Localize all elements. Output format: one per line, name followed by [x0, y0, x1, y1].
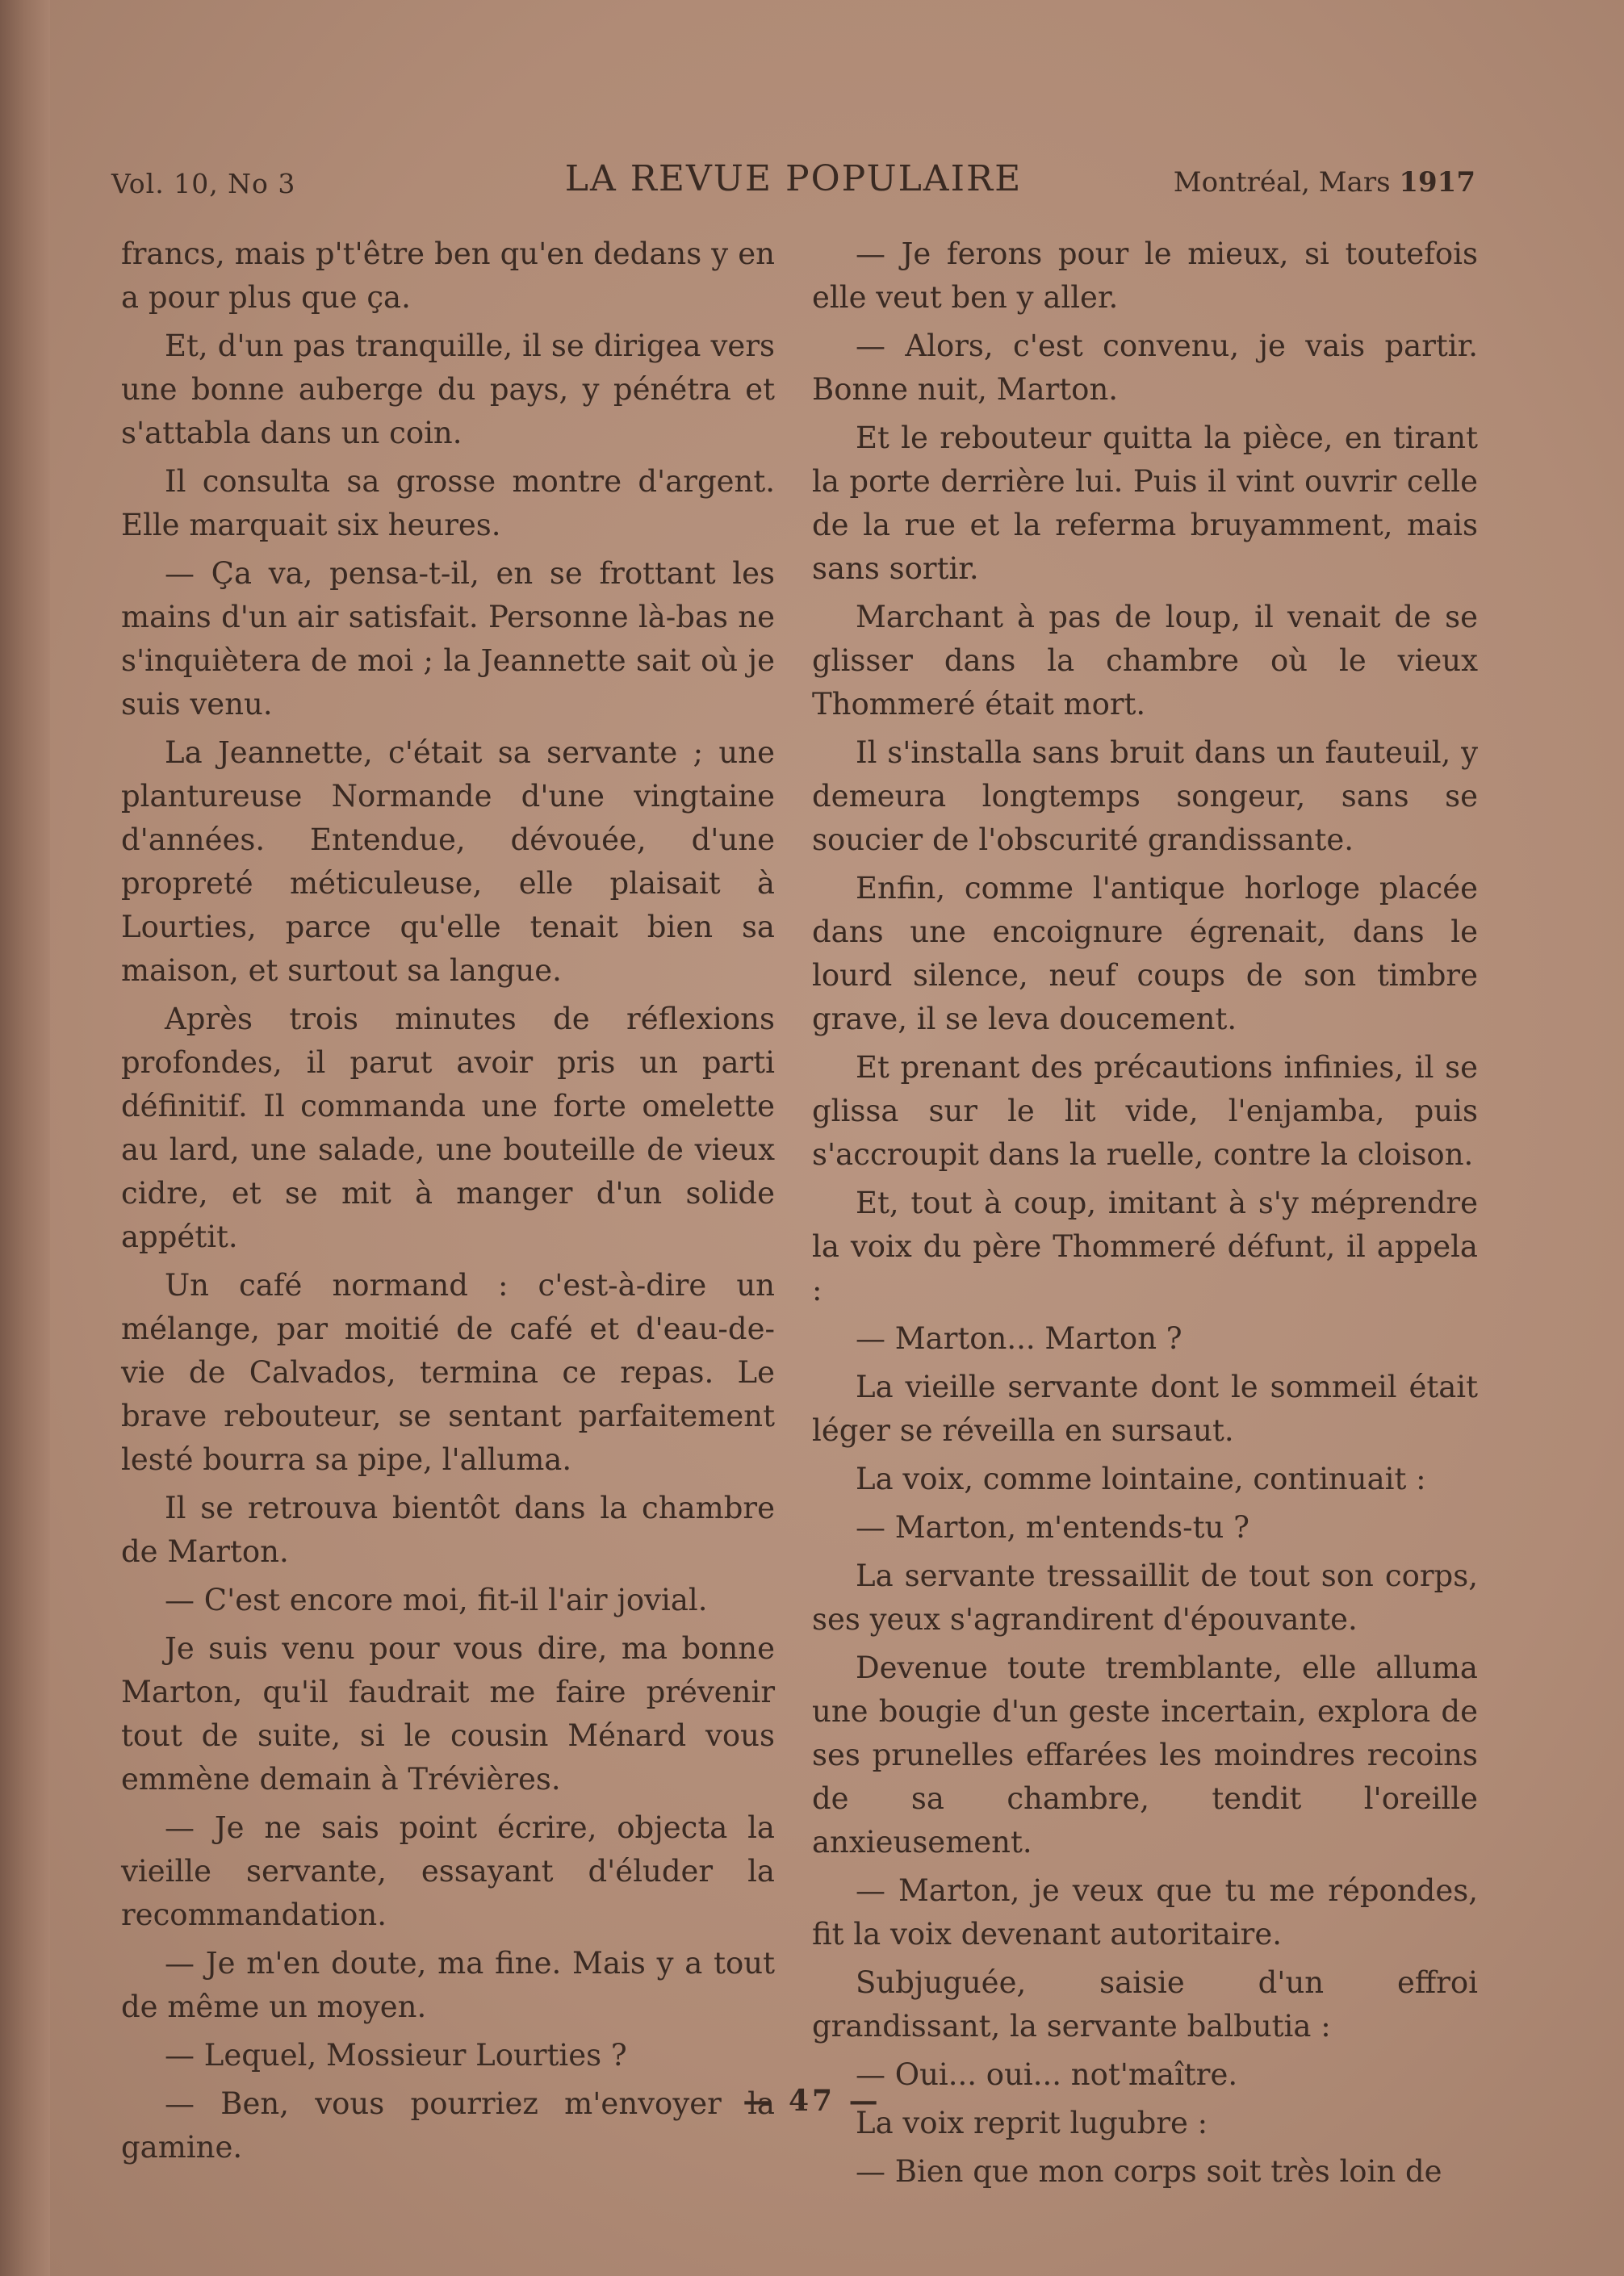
- left-column: [121, 232, 775, 2174]
- paragraph: — Marton... Marton ?: [856, 1321, 1182, 1356]
- paragraph: — Marton, m'entends-tu ?: [856, 1510, 1249, 1545]
- page-number: — 47 —: [743, 2084, 881, 2118]
- paragraph: Et prenant des précautions infinies, il se glissa sur le lit vide, l'enjamba, puis s'accroupit dans la ruelle, contre la cloison.: [812, 1050, 1478, 1172]
- paragraph: — Alors, c'est convenu, je vais partir. Bonne nuit, Marton.: [812, 328, 1478, 407]
- binding-spine: [0, 0, 50, 2276]
- publication-title: LA REVUE POPULAIRE: [564, 158, 1023, 199]
- paragraph: Subjuguée, saisie d'un effroi grandissant, la servante balbutia :: [812, 1965, 1478, 2044]
- paragraph: — Je ne sais point écrire, objecta la vieille servante, essayant d'éluder la recommandation.: [121, 1810, 775, 1932]
- volume-number: Vol. 10, No 3: [111, 168, 296, 199]
- paragraph: La vieille servante dont le sommeil était léger se réveilla en sursaut.: [812, 1370, 1478, 1448]
- issue-date-place: Montréal, Mars: [1173, 166, 1391, 199]
- paragraph: — Oui... oui... not'maître.: [856, 2057, 1238, 2092]
- paragraph: Il consulta sa grosse montre d'argent. Elle marquait six heures.: [121, 464, 775, 542]
- paragraph: Marchant à pas de loup, il venait de se glisser dans la chambre où le vieux Thommeré était mort.: [812, 600, 1478, 722]
- paragraph: Enfin, comme l'antique horloge placée dans une encoignure égrenait, dans le lourd silence, neuf coups de son timbre grave, il se leva doucement.: [812, 871, 1478, 1036]
- right-column: [812, 232, 1478, 2199]
- paragraph: — Bien que mon corps soit très loin de: [856, 2154, 1442, 2189]
- paragraph: La Jeannette, c'était sa servante ; une plantureuse Normande d'une vingtaine d'années. Entendue, dévouée, d'une propreté méticuleuse, elle plaisait à Lourties, parce qu'elle tenait bien sa maison, et surtout sa langue.: [121, 735, 775, 988]
- paragraph: francs, mais p't'être ben qu'en dedans y en a pour plus que ça.: [121, 236, 775, 315]
- paragraph: La servante tressaillit de tout son corps, ses yeux s'agrandirent d'épouvante.: [812, 1558, 1478, 1637]
- paragraph: Et le rebouteur quitta la pièce, en tirant la porte derrière lui. Puis il vint ouvrir celle de la rue et la referma bruyamment, mais sans sortir.: [812, 420, 1478, 586]
- paragraph: Devenue toute tremblante, elle alluma une bougie d'un geste incertain, explora de ses prunelles effarées les moindres recoins de sa chambre, tendit l'oreille anxieusement.: [812, 1651, 1478, 1860]
- issue-date-year: 1917: [1399, 166, 1475, 199]
- running-header: [111, 158, 1475, 207]
- paragraph: — Je m'en doute, ma fine. Mais y a tout de même un moyen.: [121, 1946, 775, 2024]
- paragraph: Et, tout à coup, imitant à s'y méprendre la voix du père Thommeré défunt, il appela :: [812, 1186, 1478, 1307]
- paragraph: Je suis venu pour vous dire, ma bonne Marton, qu'il faudrait me faire prévenir tout de suite, si le cousin Ménard vous emmène demain à Trévières.: [121, 1631, 775, 1797]
- paragraph: — Je ferons pour le mieux, si toutefois elle veut ben y aller.: [812, 236, 1478, 315]
- paragraph: — C'est encore moi, fit-il l'air jovial.: [165, 1583, 708, 1617]
- paragraph: — Ça va, pensa-t-il, en se frottant les mains d'un air satisfait. Personne là-bas ne s'inquiètera de moi ; la Jeannette sait où je suis venu.: [121, 556, 775, 722]
- paragraph: Un café normand : c'est-à-dire un mélange, par moitié de café et d'eau-de-vie de Calvados, termina ce repas. Le brave rebouteur, se sentant parfaitement lesté bourra sa pipe, l'alluma.: [121, 1268, 775, 1477]
- paragraph: Il s'installa sans bruit dans un fauteuil, y demeura longtemps songeur, sans se soucier de l'obscurité grandissante.: [812, 735, 1478, 857]
- paragraph: — Lequel, Mossieur Lourties ?: [165, 2038, 627, 2073]
- paragraph: Après trois minutes de réflexions profondes, il parut avoir pris un parti définitif. Il commanda une forte omelette au lard, une salade, une bouteille de vieux cidre, et se mit à manger d'un solide appétit.: [121, 1002, 775, 1254]
- paragraph: La voix, comme lointaine, continuait :: [856, 1462, 1426, 1496]
- paragraph: Il se retrouva bientôt dans la chambre de Marton.: [121, 1491, 775, 1569]
- issue-date: [1174, 166, 1475, 199]
- paragraph: Et, d'un pas tranquille, il se dirigea vers une bonne auberge du pays, y pénétra et s'attabla dans un coin.: [121, 328, 775, 450]
- paragraph: — Marton, je veux que tu me répondes, fit la voix devenant autoritaire.: [812, 1873, 1478, 1952]
- paragraph: — Ben, vous pourriez m'envoyer la gamine.: [121, 2086, 775, 2165]
- paragraph: La voix reprit lugubre :: [856, 2106, 1208, 2140]
